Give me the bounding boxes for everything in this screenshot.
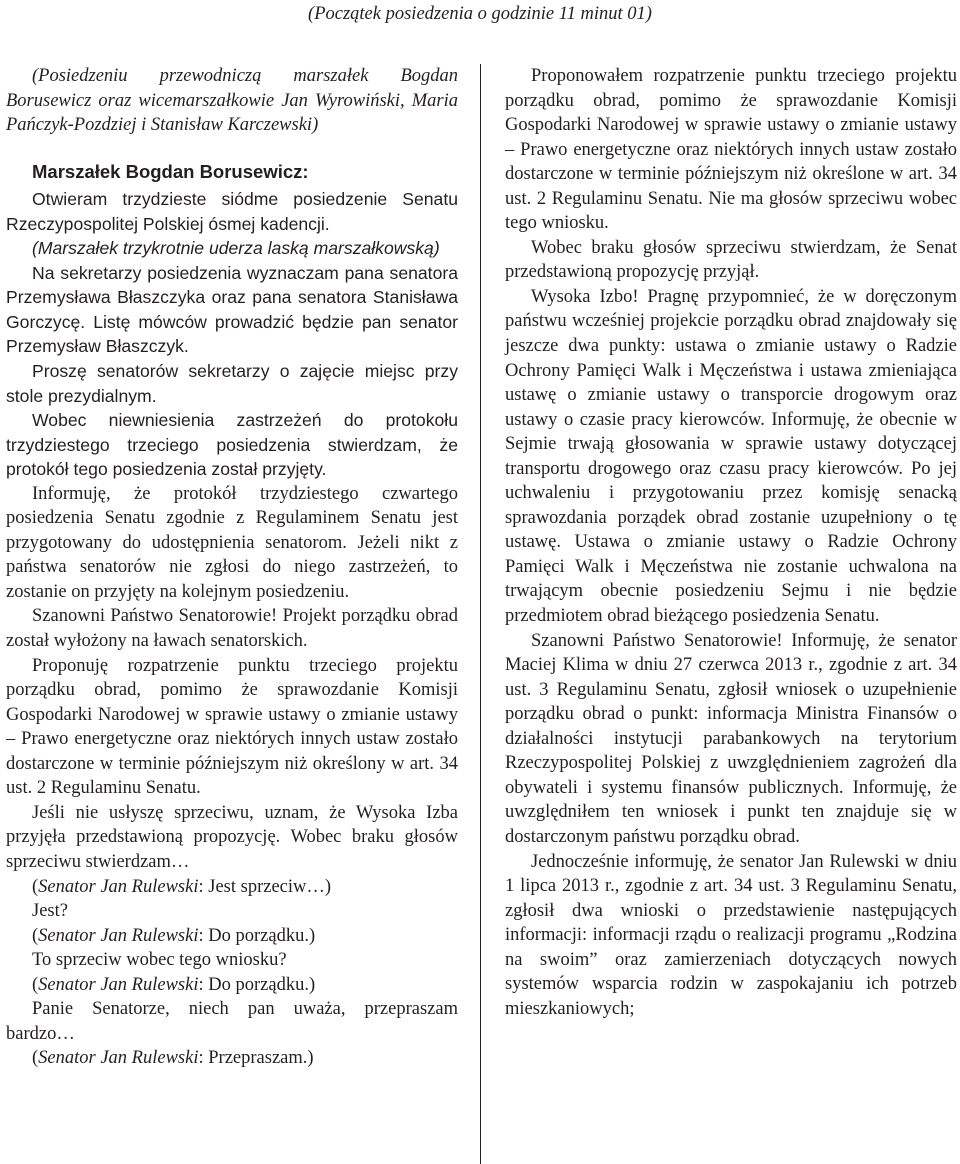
right-column (505, 64, 957, 1021)
paragraph: Informuję, że protokół trzydziestego czwartego posiedzenia Senatu zgodnie z Regulaminem Senatu jest przygotowany do udostępnienia senatorom. Jeżeli nikt z państwa senatorów nie zgłosi do niego zastrzeżeń, to zostanie on przyjęty na kolejnym posiedzeniu. (6, 483, 458, 602)
paragraph: Jest? (32, 901, 68, 922)
interjection-speaker: Senator Jan Rulewski (38, 1048, 199, 1069)
interjection-text: : Do porządku.) (198, 925, 316, 946)
paragraph: Wobec niewniesienia zastrzeżeń do protokołu trzydziestego trzeciego posiedzenia stwierdzam, że protokół tego posiedzenia został przyjęty. (6, 410, 458, 480)
paragraph: Proponowałem rozpatrzenie punktu trzeciego projektu porządku obrad, pomimo że sprawozdanie Komisji Gospodarki Narodowej w sprawie ustawy o zmianie ustawy – Prawo energetyczne oraz niektórych innych ustaw zostało dostarczone w terminie późniejszym niż określone w art. 34 ust. 2 Regulaminu Senatu. Nie ma głosów sprzeciwu wobec tego wniosku. (505, 66, 957, 234)
presiding-note: (Posiedzeniu przewodniczą marszałek Bogdan Borusewicz oraz wicemarszałkowie Jan Wyrowiński, Maria Pańczyk-Pozdziej i Stanisław Karczewski) (6, 66, 458, 136)
speaker-heading: Marszałek Bogdan Borusewicz: (32, 160, 309, 182)
paragraph: Jeśli nie usłyszę sprzeciwu, uznam, że Wysoka Izba przyjęła przedstawioną propozycję. Wobec braku głosów sprzeciwu stwierdzam… (6, 802, 458, 872)
interjection-speaker: Senator Jan Rulewski (38, 974, 199, 995)
paragraph: Proponuję rozpatrzenie punktu trzeciego projektu porządku obrad, pomimo że sprawozdanie Komisji Gospodarki Narodowej w sprawie ustawy o zmianie ustawy – Prawo energetyczne oraz niektórych innych ustaw zostało dostarczone w terminie późniejszym niż określony w art. 34 ust. 2 Regulaminu Senatu. (6, 655, 458, 799)
interjection-speaker: Senator Jan Rulewski (38, 876, 199, 897)
paragraph: Na sekretarzy posiedzenia wyznaczam pana senatora Przemysława Błaszczyka oraz pana senatora Stanisława Gorczycę. Listę mówców prowadzić będzie pan senator Przemysław Błaszczyk. (6, 262, 458, 357)
paragraph: Szanowni Państwo Senatorowie! Projekt porządku obrad został wyłożony na ławach senatorskich. (6, 606, 458, 652)
session-start-header: (Początek posiedzenia o godzinie 11 minut 01) (308, 4, 652, 24)
interjection-text: : Do porządku.) (198, 974, 316, 995)
paragraph: Panie Senatorze, niech pan uważa, przepraszam bardzo… (6, 999, 458, 1044)
paragraph: Jednocześnie informuję, że senator Jan Rulewski w dniu 1 lipca 2013 r., zgodnie z art. 34 ust. 3 Regulaminu Senatu, zgłosił dwa wnioski o przedstawienie następujących informacji: informacji rządu o realizacji programu „Rodzina na swoim” oraz zamierzeniach dotyczących nowych systemów wsparcia rodzin w zaspokajaniu ich potrzeb mieszkaniowych; (505, 851, 957, 1019)
paragraph: Szanowni Państwo Senatorowie! Informuję, że senator Maciej Klima w dniu 27 czerwca 2013 r., zgodnie z art. 34 ust. 3 Regulaminu Senatu, zgłosił wniosek o uzupełnienie porządku obrad o punkt: informacja Ministra Finansów o działalności instytucji parabankowych na terytorium Rzeczypospolitej Polskiej z uwzględnieniem zagrożeń dla obywateli i systemu finansów publicznych. Informuję, że uwzględniłem ten wniosek i punkt ten znajduje się w dostarczonym państwu porządku obrad. (505, 630, 957, 847)
paragraph: Wobec braku głosów sprzeciwu stwierdzam, że Senat przedstawioną propozycję przyjął. (505, 237, 957, 283)
paragraph: Proszę senatorów sekretarzy o zajęcie miejsc przy stole prezydialnym. (6, 361, 458, 406)
interjection: (Senator Jan Rulewski: Do porządku.) (32, 925, 316, 946)
column-divider (480, 64, 481, 1164)
paragraph: Otwieram trzydzieste siódme posiedzenie Senatu Rzeczypospolitej Polskiej ósmej kadencji. (6, 189, 458, 234)
interjection: (Senator Jan Rulewski: Do porządku.) (32, 974, 316, 995)
interjection-text: : Jest sprzeciw…) (198, 876, 332, 897)
interjection-text: : Przepraszam.) (198, 1048, 314, 1069)
paragraph: To sprzeciw wobec tego wniosku? (32, 950, 287, 971)
interjection: (Senator Jan Rulewski: Przepraszam.) (32, 1048, 314, 1069)
stage-direction: (Marszałek trzykrotnie uderza laską marszałkowską) (32, 238, 440, 259)
left-column (6, 64, 458, 1071)
paragraph: Wysoka Izbo! Pragnę przypomnieć, że w doręczonym państwu wcześniej projekcie porządku obrad znajdowały się jeszcze dwa punkty: ustawa o zmianie ustawy o Radzie Ochrony Pamięci Walk i Męczeństwa i ustawa zmieniająca ustawę o zmianie ustawy o transporcie drogowym oraz ustawy o czasie pracy kierowców. Informuję, że obecnie w Sejmie trwają głosowania w sprawie ustawy dotyczącej transportu drogowego oraz czasu pracy kierowców. Po jej uchwaleniu i przygotowaniu przez komisję senacką sprawozdania porządek obrad zostanie uzupełniony o tę ustawę. Ustawa o zmianie ustawy o Radzie Ochrony Pamięci Walk i Męczeństwa nie zostanie uchwalona na trwającym obecnie posiedzeniu Sejmu i nie będzie przedmiotem obrad bieżącego posiedzenia Senatu. (505, 286, 957, 627)
interjection: (Senator Jan Rulewski: Jest sprzeciw…) (32, 876, 332, 897)
interjection-speaker: Senator Jan Rulewski (38, 925, 199, 946)
